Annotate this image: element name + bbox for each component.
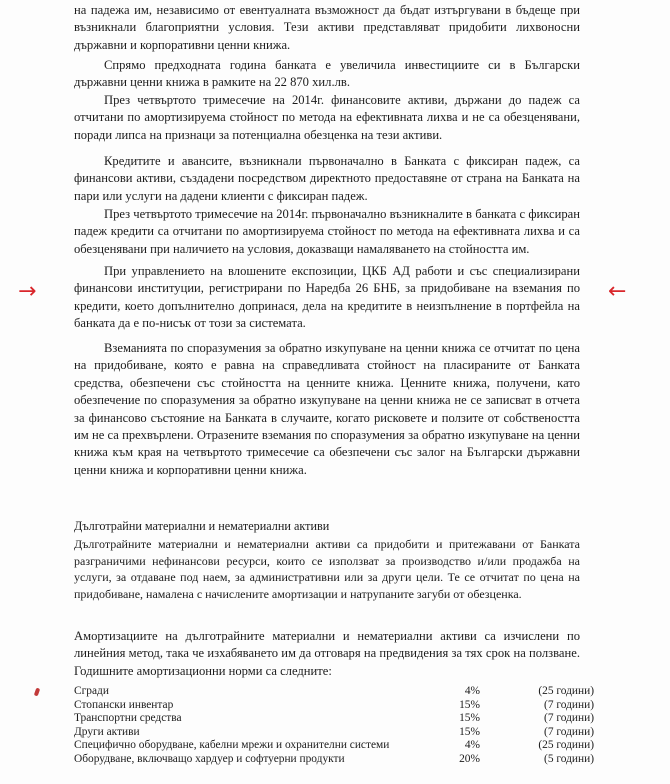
asset-name: Други активи	[74, 725, 140, 738]
red-tick-mark-icon	[34, 688, 40, 697]
table-row	[74, 699, 594, 713]
asset-name: Специфично оборудване, кабелни мрежи и охранителни системи	[74, 739, 390, 752]
table-row	[74, 726, 594, 740]
paragraph-impaired-exposures: При управлението на влошените експозиции, ЦКБ АД работи и със специализирани финансови институции, регистрирани по Наредба 26 БНБ, за придобиване на вземания по кредити, което допълнително допринася, дела на кредитите в неизпълнение в портфейла на банката да е по-нисък от този за системата.	[74, 264, 580, 331]
asset-years: (25 години)	[538, 739, 594, 752]
table-row	[74, 712, 594, 726]
paragraph-loans-and-advances: Кредитите и авансите, възникнали първоначално в Банката с фиксиран падеж, са финансови активи, създадени посредством директното предоставяне от страна на Банката на пари или услуги на дадени клиенти с фиксиран падеж.	[74, 154, 580, 203]
asset-name: Оборудване, включващо хардуер и софтуерни продукти	[74, 752, 345, 765]
asset-rate: 15%	[459, 698, 480, 711]
asset-name: Сгради	[74, 685, 109, 697]
paragraph-government-securities-increase: Спрямо предходната година банката е увеличила инвестициите си в Български държавни ценни книжа в рамките на 22 870 хил.лв.	[74, 58, 580, 90]
asset-name: Транспортни средства	[74, 712, 182, 725]
section-heading-fixed-assets: Дълготрайни материални и нематериални активи	[74, 519, 330, 533]
table-row	[74, 685, 594, 699]
asset-years: (7 години)	[544, 725, 594, 738]
right-arrow-annotation-icon: ←	[608, 279, 627, 304]
asset-years: (7 години)	[544, 712, 594, 725]
asset-rate: 4%	[464, 685, 480, 697]
asset-rate: 20%	[459, 752, 480, 765]
paragraph-repo-receivables: Вземанията по споразумения за обратно изкупуване на ценни книжа се отчитат по цена на придобиване, която е равна на справедливата стойност на пласираните от Банката средства, обезпечени със стойността на ценните книжа. Ценните книжа, получени, като обезпечение по споразумения за обратно изкупуване на ценни книжа не се записват в отчета за финансово състояние на Банката в случаите, когато рисковете и ползите от собствеността им не са прехвърлени. Отразените вземания по споразумения за обратно изкупуване на ценни книжа към края на четвъртото тримесечие са обезпечени със залог на Български държавни ценни книжа и корпоративни ценни книжа.	[74, 341, 580, 477]
table-row	[74, 753, 594, 767]
depreciation-rates-table	[74, 685, 594, 767]
paragraph-q4-loans: През четвъртото тримесечие на 2014г. първоначално възникналите в банката с фиксиран падеж кредити са отчитани по амортизируема стойност по метода на ефективната лихва и са обезценявани при наличието на условия, доказващи намаляването на стойността им.	[74, 207, 580, 256]
paragraph-held-to-maturity-assets: на падежа им, независимо от евентуалната възможност да бъдат изтъргувани в бъдеще при възникнали благоприятни условия. Тези активи представляват придобити лихвоносни държавни и корпоративни ценни книжа.	[74, 3, 580, 52]
paragraph-q4-held-to-maturity: През четвъртото тримесечие на 2014г. финансовите активи, държани до падеж са отчитани по амортизируема стойност по метода на ефективната лихва и не са обезценявани, поради липса на признаци за потенциална обезценка на тези активи.	[74, 93, 580, 142]
asset-rate: 4%	[464, 739, 480, 752]
asset-years: (5 години)	[544, 752, 594, 765]
asset-rate: 15%	[459, 725, 480, 738]
paragraph-fixed-assets-definition: Дълготрайните материални и нематериални активи са придобити и притежавани от Банката разграничими нефинансови ресурси, които се използват за производство и/или продажба на услуги, за отдаване под наем, за административни или за други цели. Те се отчитат по цена на придобиване, намалена с начислените амортизации и натрупаните загуби от обезценка.	[74, 537, 580, 601]
asset-rate: 15%	[459, 712, 480, 725]
paragraph-depreciation-method: Амортизациите на дълготрайните материални и нематериални активи са изчислени по линейния метод, така че изхабяването им да отговаря на предвидения за тях срок на ползване. Годишните амортизационни норми са следните:	[74, 629, 580, 678]
asset-years: (25 години)	[538, 685, 594, 697]
asset-name: Стопански инвентар	[74, 698, 174, 711]
left-arrow-annotation-icon: →	[18, 279, 37, 304]
asset-years: (7 години)	[544, 698, 594, 711]
table-row	[74, 739, 594, 753]
